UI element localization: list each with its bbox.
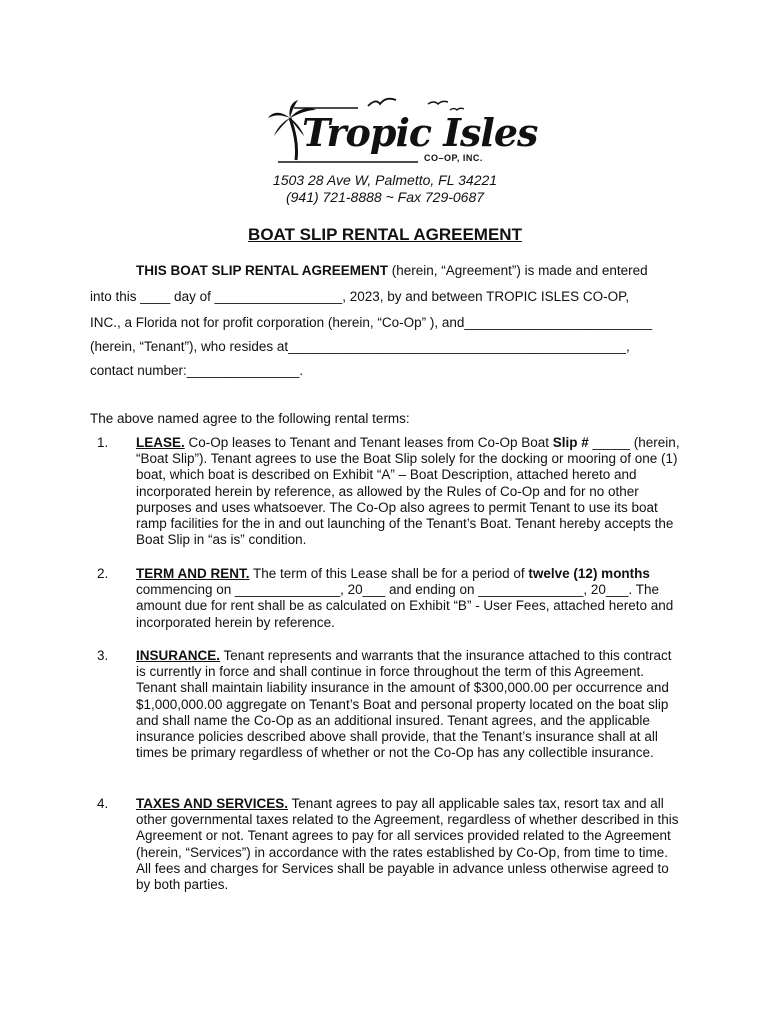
section-heading: INSURANCE. <box>136 648 221 663</box>
logo-wordmark: Tropic Isles <box>302 110 538 155</box>
section-text: The term of this Lease shall be for a period of <box>249 566 529 581</box>
address-line: 1503 28 Ave W, Palmetto, FL 34221 <box>272 172 498 188</box>
intro-line-1 <box>136 263 648 278</box>
logo-subtitle: CO–OP, INC. <box>424 153 483 163</box>
section-insurance <box>136 648 681 761</box>
section-number: 4. <box>97 796 109 811</box>
intro-line-1-rest: (herein, “Agreement”) is made and entered <box>388 263 648 278</box>
section-text: Co-Op leases to Tenant and Tenant leases from Co-Op Boat <box>184 435 553 450</box>
section-text-cont: commencing on ______________, 20___ and ending on ______________, 20___. The amount due for rent shall be as calculated on Exhibit “B” - User Fees, attached hereto and incorporated herein by reference. <box>136 582 674 630</box>
section-text: Tenant represents and warrants that the insurance attached to this contract is currently in force and shall continue in force throughout the term of this Agreement. Tenant shall maintain liability insurance in the amount of $300,000.00 per occurrence and $1,000,000.00 aggregate on Tenant’s Boat and personal property located on the boat slip and shall name the Co-Op as an additional insured. Tenant agrees, and the applicable insurance policies described above shall provide, that the Tenant’s insurance shall at all times be primary regardless of whether or not the Co-Op has any collectible insurance. <box>136 648 672 761</box>
phone-line: (941) 721-8888 ~ Fax 729-0687 <box>285 189 485 205</box>
section-text: Tenant agrees to pay all applicable sales tax, resort tax and all other governmental taxes related to the Agreement, regardless of whether described in this Agreement or not. Tenant agrees to pay for all services provided related to the Agreement (herein, “Services”) in accordance with the rates established by Co-Op, from time to time. All fees and charges for Services shall be payable in advance unless otherwise agreed to by both parties. <box>136 796 679 893</box>
section-heading: LEASE. <box>136 435 185 450</box>
section-taxes-and-services <box>136 796 681 893</box>
section-number: 2. <box>97 566 109 581</box>
section-text-cont: _____ (herein, “Boat Slip”). Tenant agrees to use the Boat Slip solely for the docking or mooring of one (1) boat, which boat is described on Exhibit “A” – Boat Description, attached hereto and incorporated herein by reference, as allowed by the Rules of Co-Op and for no other purposes and uses whatsoever. The Co-Op also agrees to permit Tenant to use its boat ramp facilities for the in and out launching of the Tenant’s Boat. Tenant hereby accepts the Boat Slip in “as is” condition. <box>136 435 680 548</box>
section-heading: TERM AND RENT. <box>136 566 250 581</box>
terms-intro: The above named agree to the following rental terms: <box>90 411 410 426</box>
intro-line-2: into this ____ day of _________________, 2023, by and between TROPIC ISLES CO-OP, <box>90 289 630 304</box>
section-heading: TAXES AND SERVICES. <box>136 796 289 811</box>
intro-line-4: (herein, “Tenant”), who resides at_____________________________________________, <box>90 339 630 354</box>
section-lease <box>136 435 681 548</box>
intro-line-3: INC., a Florida not for profit corporation (herein, “Co-Op” ), and_________________________ <box>90 315 653 330</box>
section-number: 3. <box>97 648 109 663</box>
intro-bold-lead: THIS BOAT SLIP RENTAL AGREEMENT <box>136 263 389 278</box>
tropic-isles-logo <box>268 96 538 166</box>
intro-line-5: contact number:_______________. <box>90 363 304 378</box>
section-term-and-rent <box>136 566 681 631</box>
section-bold-text: twelve (12) months <box>528 566 650 581</box>
document-title: BOAT SLIP RENTAL AGREEMENT <box>248 225 522 244</box>
section-number: 1. <box>97 435 109 450</box>
section-bold-text: Slip # <box>552 435 589 450</box>
